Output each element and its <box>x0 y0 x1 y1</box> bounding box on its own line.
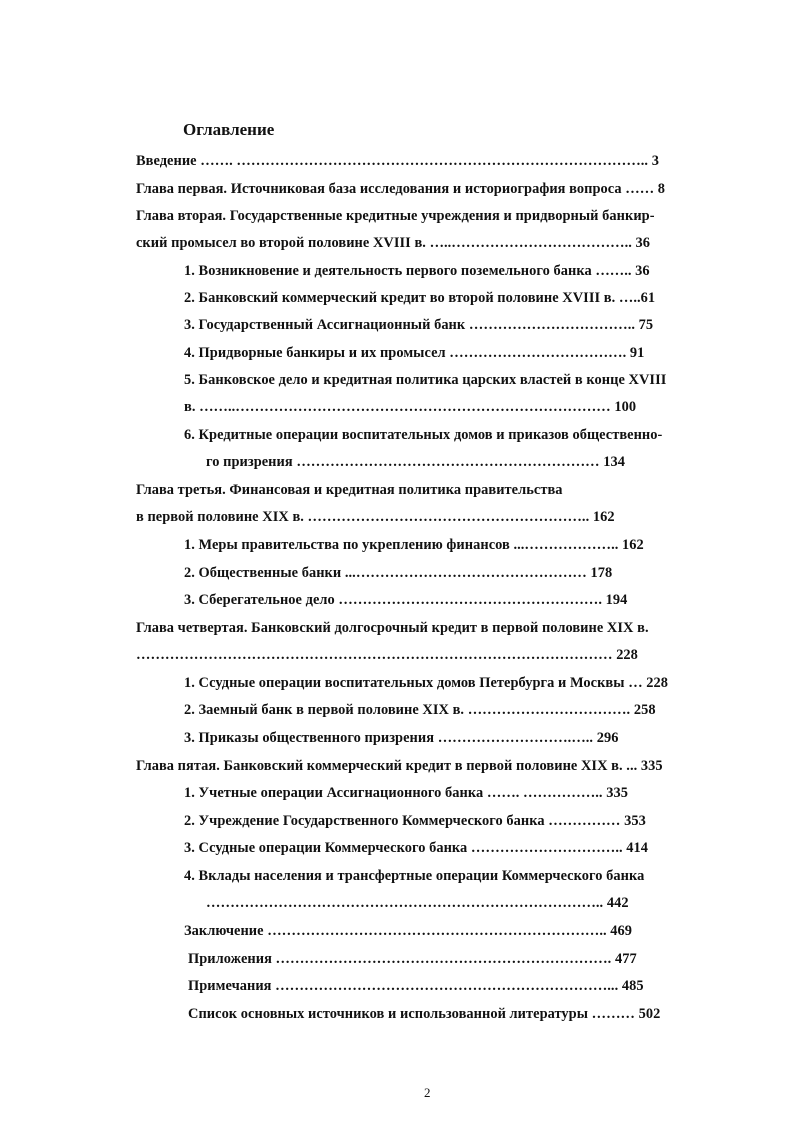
toc-line: Введение ……. ………………………………………………………………………….. 3 <box>136 153 659 169</box>
toc-line: 4. Вклады населения и трансфертные операции Коммерческого банка <box>184 868 645 884</box>
toc-line: 3. Ссудные операции Коммерческого банка ………………………….. 414 <box>184 840 649 856</box>
page-number: 2 <box>424 1085 431 1100</box>
toc-line: 3. Приказы общественного призрения ……………………….….. 296 <box>184 730 619 746</box>
toc-line: 2. Учреждение Государственного Коммерческого банка …………… 353 <box>184 813 646 829</box>
toc-line: 1. Учетные операции Ассигнационного банка ……. …………….. 335 <box>184 785 628 801</box>
toc-line: 1. Ссудные операции воспитательных домов Петербурга и Москвы … 228 <box>184 675 669 691</box>
toc-line: 2. Заемный банк в первой половине XIX в. ……………………………. 258 <box>184 702 656 718</box>
toc-line: Глава третья. Финансовая и кредитная политика правительства <box>136 482 563 498</box>
toc-line: 1. Возникновение и деятельность первого поземельного банка …….. 36 <box>184 263 650 279</box>
toc-line: ……………………………………………………………………….. 442 <box>206 895 629 911</box>
toc-line: ……………………………………………………………………………………… 228 <box>136 647 638 663</box>
toc-line: Глава четвертая. Банковский долгосрочный кредит в первой половине XIX в. <box>136 620 649 636</box>
toc-line: в первой половине XIX в. ………………………………………………….. 162 <box>136 509 615 525</box>
toc-line: 4. Придворные банкиры и их промысел ………………………………. 91 <box>184 345 645 361</box>
toc-line: 5. Банковское дело и кредитная политика царских властей в конце XVIII <box>184 372 667 388</box>
toc-line: Приложения ……………………………………………………………. 477 <box>188 951 637 967</box>
toc-line: Заключение …………………………………………………………….. 469 <box>184 923 633 939</box>
toc-line: го призрения ……………………………………………………… 134 <box>206 454 625 470</box>
toc-title: Оглавление <box>183 120 275 139</box>
toc-line: 2. Банковский коммерческий кредит во второй половине XVIII в. …..61 <box>184 290 656 306</box>
toc-line: 3. Сберегательное дело ………………………………………………. 194 <box>184 592 628 608</box>
toc-line: Список основных источников и использованной литературы ……… 502 <box>188 1006 661 1022</box>
toc-line: Примечания ……………………………………………………………... 485 <box>188 978 644 994</box>
toc-line: ский промысел во второй половине XVIII в. …..……………………………….. 36 <box>136 235 651 251</box>
toc-line: Глава пятая. Банковский коммерческий кредит в первой половине XIX в. ... 335 <box>136 758 663 774</box>
toc-line: 6. Кредитные операции воспитательных домов и приказов общественно- <box>184 427 663 443</box>
toc-line: в. ……..…………………………………………………………………… 100 <box>184 399 637 415</box>
toc-line: Глава вторая. Государственные кредитные учреждения и придворный банкир- <box>136 208 655 224</box>
toc-line: 2. Общественные банки ...………………………………………… 178 <box>184 565 613 581</box>
toc-line: 1. Меры правительства по укреплению финансов ...……………….. 162 <box>184 537 644 553</box>
toc-line: 3. Государственный Ассигнационный банк …………………………….. 75 <box>184 317 654 333</box>
toc-line: Глава первая. Источниковая база исследования и историография вопроса …… 8 <box>136 181 666 197</box>
